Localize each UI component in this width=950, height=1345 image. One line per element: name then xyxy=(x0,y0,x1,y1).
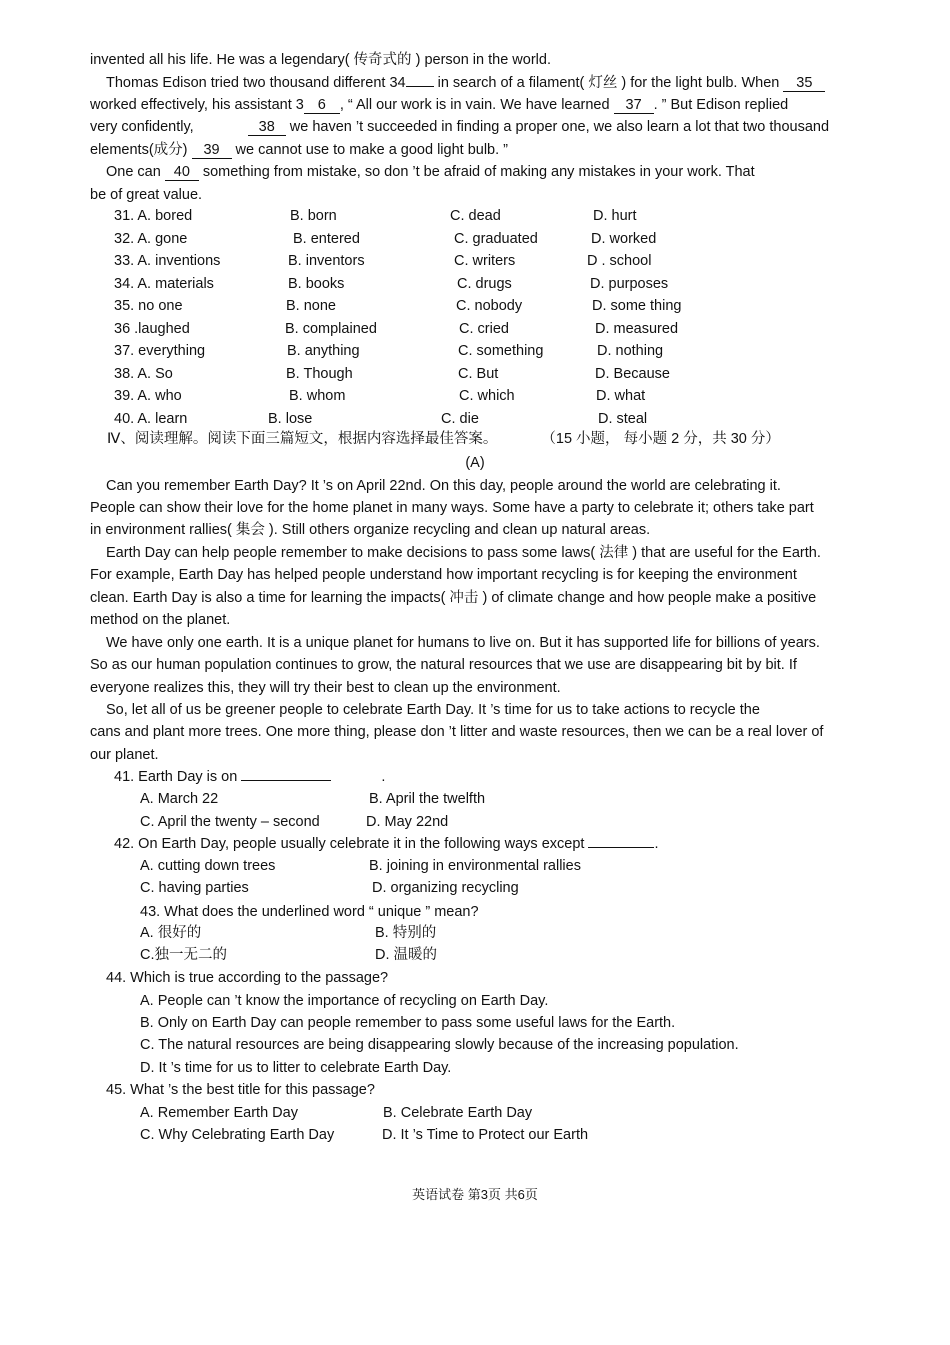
answer-blank xyxy=(241,780,331,781)
answer-option: A. cutting down trees xyxy=(140,858,276,874)
blank-39: 39 xyxy=(192,143,232,159)
answer-option: C.独一无二的 xyxy=(140,947,227,963)
text: we cannot use to make a good light bulb. ” xyxy=(231,142,509,158)
text: . ” But Edison replied xyxy=(653,97,789,113)
cloze-option: B. born xyxy=(290,208,337,224)
passage-line: We have only one earth. It is a unique planet for humans to live on. But it has supported life for billions of years. xyxy=(106,635,820,651)
page-footer: 英语试卷 第3页 共6页 xyxy=(412,1187,538,1202)
answer-option: C. The natural resources are being disappearing slowly because of the increasing population. xyxy=(140,1037,739,1053)
cloze-option: 32. A. gone xyxy=(114,230,188,247)
blank-35: 35 xyxy=(783,76,825,92)
passage-line: Earth Day can help people remember to make decisions to pass some laws( 法律 ) that are useful for the Earth. xyxy=(106,545,821,561)
cloze-option: C. drugs xyxy=(457,275,512,292)
text: One can xyxy=(106,164,165,180)
cloze-option: 38. A. So xyxy=(114,365,173,382)
question-44: 44. Which is true according to the passage? xyxy=(106,970,389,986)
cloze-option: 33. A. inventions xyxy=(114,253,221,269)
passage-line: For example, Earth Day has helped people understand how important recycling is for keeping the environment xyxy=(90,567,797,583)
passage-line: Can you remember Earth Day? It ’s on April 22nd. On this day, people around the world are celebrating it. xyxy=(106,478,781,494)
cloze-line xyxy=(106,163,755,181)
text: something from mistake, so don ’t be afraid of making any mistakes in your work. That xyxy=(198,164,755,180)
blank-36: 6 xyxy=(304,98,340,114)
cloze-option: D. steal xyxy=(598,410,648,427)
cloze-option: 34. A. materials xyxy=(114,275,214,292)
cloze-option: B. anything xyxy=(287,343,360,359)
passage-line: cans and plant more trees. One more thing, please don ’t litter and waste resources, then we can be a real lover of xyxy=(90,724,824,740)
answer-option: A. 很好的 xyxy=(140,925,202,941)
passage-line: clean. Earth Day is also a time for learning the impacts( 冲击 ) of climate change and how people make a positive xyxy=(90,590,817,606)
cloze-option: C. graduated xyxy=(454,230,538,247)
cloze-option: 37. everything xyxy=(114,343,206,359)
question-45: 45. What ’s the best title for this passage? xyxy=(106,1082,375,1098)
text: . xyxy=(381,769,386,785)
question-43: 43. What does the underlined word “ unique ” mean? xyxy=(140,904,479,920)
text: elements(成分) xyxy=(90,142,192,158)
passage-line: So, let all of us be greener people to celebrate Earth Day. It ’s time for us to take actions to recycle the xyxy=(106,702,760,718)
text: 41. Earth Day is on xyxy=(114,769,238,785)
passage-line: So as our human population continues to grow, the natural resources that we use are disappearing bit by bit. If xyxy=(90,657,797,673)
text: 42. On Earth Day, people usually celebrate it in the following ways except xyxy=(114,836,585,852)
cloze-option: D . school xyxy=(587,253,652,269)
blank-37: 37 xyxy=(614,98,654,114)
cloze-option: D. purposes xyxy=(590,275,669,292)
cloze-option: C. which xyxy=(459,388,515,404)
question-41 xyxy=(114,768,385,786)
cloze-option: C. cried xyxy=(459,320,509,337)
cloze-line xyxy=(90,96,788,114)
cloze-line xyxy=(106,74,825,92)
cloze-line xyxy=(90,141,508,159)
cloze-option: D. hurt xyxy=(593,208,637,224)
blank-38: 38 xyxy=(248,120,286,136)
text: , “ All our work is in vain. We have learned xyxy=(339,97,614,113)
cloze-option: B. whom xyxy=(289,388,346,404)
passage-line: People can show their love for the home planet in many ways. Some have a party to celebrate it; others take part xyxy=(90,500,814,516)
cloze-option: C. nobody xyxy=(456,298,523,314)
cloze-option: 35. no one xyxy=(114,298,183,314)
cloze-option: B. complained xyxy=(285,320,377,337)
cloze-option: 40. A. learn xyxy=(114,410,188,427)
cloze-option: C. dead xyxy=(450,208,501,224)
blank-34 xyxy=(406,86,434,87)
cloze-option: D. measured xyxy=(595,320,679,337)
text: Thomas Edison tried two thousand different 34 xyxy=(106,75,406,91)
answer-option: C. having parties xyxy=(140,880,249,896)
text: in search of a filament( 灯丝 ) for the light bulb. When xyxy=(433,75,784,91)
text: Ⅳ、阅读理解。阅读下面三篇短文，根据内容选择最佳答案。 xyxy=(107,431,498,447)
answer-option: B. Only on Earth Day can people remember to pass some useful laws for the Earth. xyxy=(140,1015,676,1031)
cloze-option: B. Though xyxy=(286,365,353,382)
cloze-option: D. nothing xyxy=(597,343,664,359)
passage-line: everyone realizes this, they will try their best to clean up the environment. xyxy=(90,680,561,696)
cloze-option: D. some thing xyxy=(592,298,682,314)
cloze-option: 31. A. bored xyxy=(114,208,193,224)
cloze-option: C. But xyxy=(458,365,499,382)
answer-blank xyxy=(588,847,654,848)
text: very confidently, xyxy=(90,119,198,135)
cloze-option: 36 .laughed xyxy=(114,320,190,337)
answer-option: D. 温暖的 xyxy=(375,947,438,963)
answer-option: B. joining in environmental rallies xyxy=(369,858,581,874)
answer-option: B. 特别的 xyxy=(375,925,437,941)
passage-line: in environment rallies( 集会 ). Still others organize recycling and clean up natural areas. xyxy=(90,522,651,538)
answer-option: D. It ’s time for us to litter to celebrate Earth Day. xyxy=(140,1060,452,1076)
cloze-option: B. inventors xyxy=(288,253,365,269)
answer-option: B. April the twelfth xyxy=(369,791,486,807)
cloze-option: 39. A. who xyxy=(114,388,182,404)
cloze-option: D. worked xyxy=(591,230,657,247)
answer-option: C. April the twenty – second xyxy=(140,814,320,830)
cloze-option: D. Because xyxy=(595,365,670,382)
answer-option: D. May 22nd xyxy=(366,814,449,830)
passage-line: our planet. xyxy=(90,747,159,763)
cloze-option: B. none xyxy=(286,298,336,314)
cloze-line: be of great value. xyxy=(90,187,203,203)
passage-line: method on the planet. xyxy=(90,612,231,628)
answer-option: B. Celebrate Earth Day xyxy=(383,1105,533,1121)
answer-option: A. People can ’t know the importance of recycling on Earth Day. xyxy=(140,993,549,1009)
question-42 xyxy=(114,835,659,853)
cloze-option: B. books xyxy=(288,275,345,292)
answer-option: A. March 22 xyxy=(140,791,219,807)
cloze-option: C. writers xyxy=(454,253,516,269)
cloze-option: B. lose xyxy=(268,410,313,427)
text: （15 小题， 每小题 2 分，共 30 分） xyxy=(541,431,780,447)
cloze-line: invented all his life. He was a legendary( 传奇式的 ) person in the world. xyxy=(90,52,551,68)
cloze-option: C. something xyxy=(458,343,544,359)
text: we haven ’t succeeded in finding a proper one, we also learn a lot that two thousand xyxy=(285,119,830,135)
text: worked effectively, his assistant 3 xyxy=(90,97,304,113)
answer-option: D. It ’s Time to Protect our Earth xyxy=(382,1127,589,1143)
answer-option: C. Why Celebrating Earth Day xyxy=(140,1127,335,1143)
text: . xyxy=(654,836,659,852)
blank-40: 40 xyxy=(165,165,199,181)
section-heading xyxy=(107,430,780,448)
cloze-option: D. what xyxy=(596,388,646,404)
passage-label: (A) xyxy=(465,455,485,471)
cloze-option: C. die xyxy=(441,410,479,427)
cloze-option: B. entered xyxy=(293,230,360,247)
cloze-line xyxy=(90,118,829,136)
answer-option: D. organizing recycling xyxy=(372,880,519,896)
answer-option: A. Remember Earth Day xyxy=(140,1105,298,1121)
